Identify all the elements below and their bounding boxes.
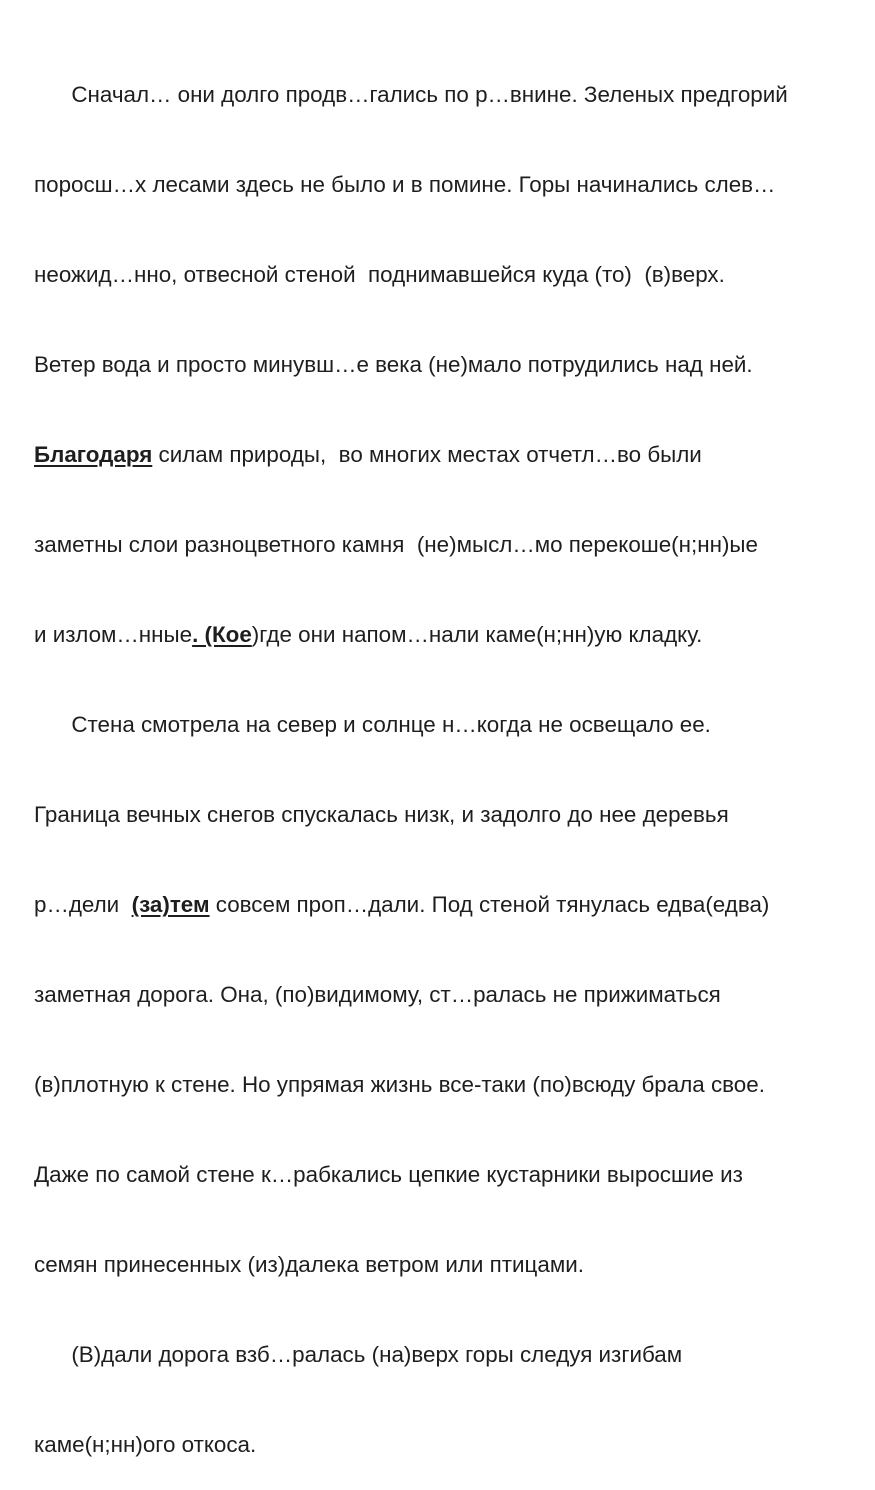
document-text [34,20,864,1490]
text-line-8: Стена смотрела на север и солнце н…когда не освещало ее. [34,712,711,737]
text-line-1: Сначал… они долго продв…гались по р…внине. Зеленых предгорий [34,82,788,107]
text-line-10 [34,890,864,920]
underlined-word: . (Кое [192,622,252,647]
text-line-9: Граница вечных снегов спускалась низк, и задолго до нее деревья [34,802,729,827]
text-line-7 [34,620,864,650]
text-segment: )где они напом…нали каме(н;нн)ую кладку. [251,622,703,647]
text-segment: и излом…нные [34,622,193,647]
underlined-word: Благодаря [34,442,153,467]
text-line-4: Ветер вода и просто минувш…е века (не)мало потрудились над ней. [34,352,753,377]
underlined-word: (за)тем [131,892,210,917]
text-line-3: неожид…нно, отвесной стеной поднимавшейся куда (то) (в)верх. [34,262,725,287]
text-segment: совсем проп…дали. Под стеной тянулась едва(едва) [209,892,770,917]
text-line-12: (в)плотную к стене. Но упрямая жизнь все-таки (по)всюду брала свое. [34,1072,765,1097]
text-segment: р…дели [34,892,132,917]
text-line-15: (В)дали дорога взб…ралась (на)верх горы следуя изгибам [34,1342,683,1367]
text-line-5 [34,440,864,470]
text-line-6: заметны слои разноцветного камня (не)мысл…мо перекоше(н;нн)ые [34,532,758,557]
text-line-16: каме(н;нн)ого откоса. [34,1432,257,1457]
text-line-14: семян принесенных (из)далека ветром или птицами. [34,1252,584,1277]
text-line-11: заметная дорога. Она, (по)видимому, ст…ралась не прижиматься [34,982,721,1007]
text-segment: силам природы, во многих местах отчетл…во были [152,442,702,467]
text-line-13: Даже по самой стене к…рабкались цепкие кустарники выросшие из [34,1162,743,1187]
text-line-2: поросш…х лесами здесь не было и в помине. Горы начинались слев… [34,172,776,197]
